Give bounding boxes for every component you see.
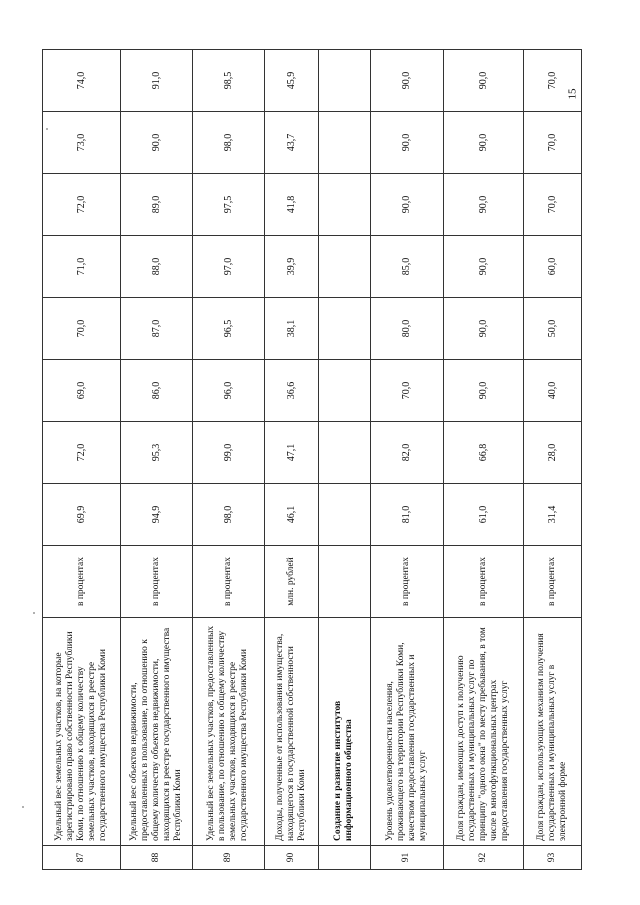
value-cell: 90,0 (120, 112, 192, 174)
value-cell: 39,9 (265, 236, 319, 298)
indicator-name: Доля граждан, использующих механизм получения государственных и муниципальных услуг в электронной форме (523, 618, 581, 846)
unit-cell: в процентах (192, 546, 264, 618)
indicator-name: Удельный вес земельных участков, предоставленных в пользование, по отношению к общему количеству земельных участков, находящихся в реестре государственного имущества Республики Коми (192, 618, 264, 846)
value-cell (318, 484, 370, 546)
value-cell: 89,0 (120, 174, 192, 236)
row-number: 90 (265, 846, 319, 870)
value-cell: 40,0 (523, 360, 581, 422)
unit-cell (318, 546, 370, 618)
value-cell: 66,8 (443, 422, 523, 484)
unit-cell: в процентах (120, 546, 192, 618)
value-cell: 90,0 (370, 174, 443, 236)
row-number: 89 (192, 846, 264, 870)
row-number: 87 (43, 846, 121, 870)
value-cell: 31,4 (523, 484, 581, 546)
value-cell: 88,0 (120, 236, 192, 298)
value-cell: 97,0 (192, 236, 264, 298)
value-cell: 90,0 (443, 298, 523, 360)
value-cell: 46,1 (265, 484, 319, 546)
value-cell (318, 112, 370, 174)
row-number: 88 (120, 846, 192, 870)
value-cell: 69,9 (43, 484, 121, 546)
value-cell (318, 50, 370, 112)
value-cell: 90,0 (443, 50, 523, 112)
indicator-name: Доходы, полученные от использования имущества, находящегося в государственной собственности Республики Коми (265, 618, 319, 846)
value-cell: 85,0 (370, 236, 443, 298)
value-cell: 97,5 (192, 174, 264, 236)
indicators-table (42, 49, 582, 870)
value-cell: 41,8 (265, 174, 319, 236)
value-cell: 94,9 (120, 484, 192, 546)
unit-cell: в процентах (523, 546, 581, 618)
indicator-name: Доля граждан, имеющих доступ к получению государственных и муниципальных услуг по принципу "одного окна" по месту пребывания, в том числе в многофункциональных центрах предоставления государственных услуг (443, 618, 523, 846)
value-cell (318, 174, 370, 236)
value-cell: 47,1 (265, 422, 319, 484)
value-cell: 90,0 (443, 236, 523, 298)
value-cell: 81,0 (370, 484, 443, 546)
unit-cell: в процентах (370, 546, 443, 618)
value-cell: 28,0 (523, 422, 581, 484)
value-cell: 91,0 (120, 50, 192, 112)
value-cell: 61,0 (443, 484, 523, 546)
value-cell: 70,0 (523, 174, 581, 236)
table-row (265, 50, 319, 870)
value-cell (318, 422, 370, 484)
value-cell: 96,5 (192, 298, 264, 360)
value-cell: 36,6 (265, 360, 319, 422)
value-cell: 43,7 (265, 112, 319, 174)
value-cell: 71,0 (43, 236, 121, 298)
row-number: 91 (370, 846, 443, 870)
unit-cell: в процентах (443, 546, 523, 618)
value-cell: 86,0 (120, 360, 192, 422)
value-cell: 70,0 (523, 50, 581, 112)
value-cell: 70,0 (523, 112, 581, 174)
value-cell: 98,5 (192, 50, 264, 112)
value-cell: 98,0 (192, 112, 264, 174)
scan-speck (22, 806, 24, 808)
indicator-name: Уровень удовлетворенности населения, проживающего на территории Республики Коми, качеством предоставления государственных и муниципальных услуг (370, 618, 443, 846)
value-cell: 69,0 (43, 360, 121, 422)
value-cell: 96,0 (192, 360, 264, 422)
table-row (192, 50, 264, 870)
value-cell: 72,0 (43, 422, 121, 484)
scan-speck (33, 612, 35, 614)
value-cell: 90,0 (370, 50, 443, 112)
value-cell: 90,0 (443, 112, 523, 174)
value-cell: 98,0 (192, 484, 264, 546)
value-cell: 90,0 (443, 360, 523, 422)
value-cell: 70,0 (370, 360, 443, 422)
rotated-table-wrapper (42, 50, 582, 870)
table-row (318, 50, 370, 870)
value-cell: 50,0 (523, 298, 581, 360)
page-number: 15 (566, 88, 579, 100)
table-row (120, 50, 192, 870)
table-row (370, 50, 443, 870)
value-cell: 73,0 (43, 112, 121, 174)
value-cell: 72,0 (43, 174, 121, 236)
value-cell: 70,0 (43, 298, 121, 360)
value-cell: 87,0 (120, 298, 192, 360)
row-number (318, 846, 370, 870)
value-cell (318, 236, 370, 298)
section-heading: Создание и развитие институтов информационного общества (318, 618, 370, 846)
value-cell: 95,3 (120, 422, 192, 484)
value-cell (318, 298, 370, 360)
unit-cell: в процентах (43, 546, 121, 618)
unit-cell: млн. рублей (265, 546, 319, 618)
indicator-name: Удельный вес земельных участков, на которые зарегистрировано право собственности Республики Коми, по отношению к общему количеству земельных участков, находящихся в реестре государственного имущества Республики Коми (43, 618, 121, 846)
value-cell: 90,0 (443, 174, 523, 236)
value-cell: 60,0 (523, 236, 581, 298)
table-row (443, 50, 523, 870)
value-cell: 82,0 (370, 422, 443, 484)
value-cell (318, 360, 370, 422)
value-cell: 74,0 (43, 50, 121, 112)
value-cell: 90,0 (370, 112, 443, 174)
table-row (43, 50, 121, 870)
table-body (43, 50, 582, 870)
value-cell: 99,0 (192, 422, 264, 484)
value-cell: 80,0 (370, 298, 443, 360)
table-row (523, 50, 581, 870)
row-number: 92 (443, 846, 523, 870)
value-cell: 45,9 (265, 50, 319, 112)
value-cell: 38,1 (265, 298, 319, 360)
row-number: 93 (523, 846, 581, 870)
indicator-name: Удельный вес объектов недвижимости, предоставленных в пользование, по отношению к общему количеству объектов недвижимости, находящихся в реестре государственного имущества Республики Коми (120, 618, 192, 846)
